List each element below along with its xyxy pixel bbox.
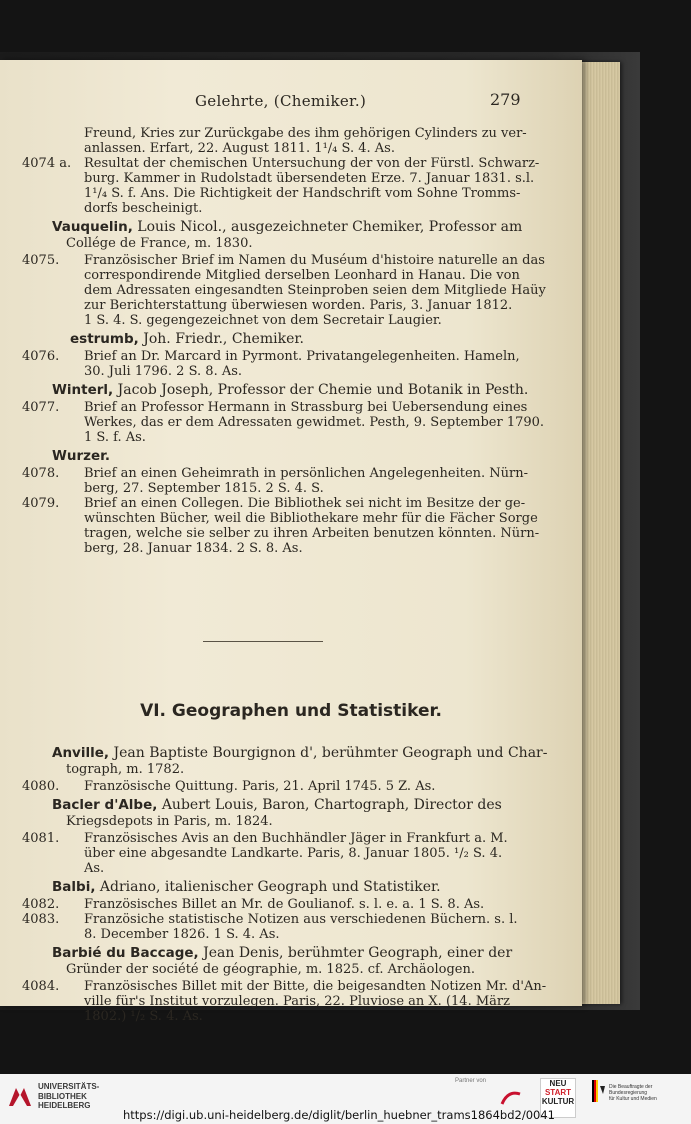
- person-name: Wurzer.: [52, 448, 111, 464]
- line-text: Werkes, das er dem Adressaten gewidmet. Pesth, 9. September 1790.: [84, 415, 545, 430]
- line-text: dorfs bescheinigt.: [84, 201, 203, 216]
- text-line: [84, 927, 280, 942]
- section-title: VI. Geographen und Statistiker.: [140, 701, 442, 721]
- text-line: [84, 141, 395, 156]
- line-text: ville für's Institut vorzulegen. Paris, 22. Pluviose an X. (14. März: [84, 994, 510, 1009]
- line-text: correspondirende Mitglied derselben Leonhard in Hanau. Die von: [84, 268, 520, 283]
- entry-number: 4079.: [22, 496, 60, 511]
- section-divider: [203, 641, 323, 642]
- text-line: [52, 220, 522, 235]
- line-text: 1802.) ¹/₂ S. 4. As.: [84, 1009, 203, 1024]
- text-line: [84, 268, 520, 283]
- entry-number: 4083.: [22, 912, 60, 927]
- line-text: Französischer Brief im Namen du Muséum d'histoire naturelle an das: [84, 253, 545, 268]
- line-text: Adriano, italienischer Geograph und Statistiker.: [95, 879, 441, 895]
- federal-government-line: für Kultur und Medien: [609, 1096, 657, 1102]
- text-line: [84, 861, 104, 876]
- line-text: über eine abgesandte Landkarte. Paris, 8. Januar 1805. ¹/₂ S. 4.: [84, 846, 503, 861]
- person-name: estrumb,: [70, 331, 139, 347]
- line-text: Collége de France, m. 1830.: [66, 236, 253, 251]
- text-line: [84, 364, 242, 379]
- text-line: [22, 253, 545, 268]
- line-text: 1 S. f. As.: [84, 430, 146, 445]
- text-line: [22, 779, 436, 794]
- text-line: [52, 449, 110, 464]
- partner-label: Partner von: [455, 1078, 487, 1084]
- text-line: [84, 126, 527, 141]
- entry-number: 4074 a.: [22, 156, 72, 171]
- line-text: Aubert Louis, Baron, Chartograph, Director des: [157, 797, 502, 813]
- text-line: [22, 979, 547, 994]
- line-text: Französisches Billet mit der Bitte, die beigesandten Notizen Mr. d'An-: [84, 979, 547, 994]
- entry-number: 4077.: [22, 400, 60, 415]
- text-line: [52, 798, 502, 813]
- text-line: [84, 313, 442, 328]
- line-text: Französische Quittung. Paris, 21. April 1745. 5 Z. As.: [84, 779, 436, 794]
- text-line: [66, 236, 252, 251]
- text-line: [84, 541, 303, 556]
- line-text: Brief an einen Geheimrath in persönlichen Angelegenheiten. Nürn-: [84, 466, 529, 481]
- text-line: [84, 846, 502, 861]
- neustart-line: KULTUR: [541, 1097, 575, 1106]
- book-page: [0, 60, 582, 1024]
- federal-government-text: [609, 1084, 686, 1102]
- federal-government-line: Die Beauftragte der Bundesregierung: [609, 1084, 653, 1096]
- line-text: anlassen. Erfart, 22. August 1811. 1¹/₄ S. 4. As.: [84, 141, 395, 156]
- text-line: [22, 831, 508, 846]
- text-line: [22, 466, 529, 481]
- line-text: zur Berichterstattung überwiesen worden. Paris, 3. Januar 1812.: [84, 298, 513, 313]
- person-name: Vauquelin,: [52, 219, 133, 235]
- text-line: [84, 283, 546, 298]
- line-text: Jacob Joseph, Professor der Chemie und Botanik in Pesth.: [113, 382, 529, 398]
- text-line: [84, 186, 520, 201]
- text-line: [52, 383, 528, 398]
- entry-number: 4076.: [22, 349, 60, 364]
- entry-number: 4084.: [22, 979, 60, 994]
- text-line: [22, 400, 528, 415]
- partner-logo-icon: [500, 1088, 522, 1106]
- university-name-line: UNIVERSITÄTS-: [38, 1082, 100, 1091]
- line-text: 1 S. 4. S. gegengezeichnet von dem Secretair Laugier.: [84, 313, 442, 328]
- text-line: [84, 201, 202, 216]
- footer-bar: [0, 1074, 691, 1124]
- neustart-line: NEU: [549, 1079, 567, 1088]
- line-text: wünschten Bücher, weil die Bibliothekare mehr für die Fächer Sorge: [84, 511, 538, 526]
- running-head: Gelehrte, (Chemiker.): [195, 92, 367, 110]
- entry-number: 4078.: [22, 466, 60, 481]
- line-text: 8. December 1826. 1 S. 4. As.: [84, 927, 280, 942]
- text-line: [52, 946, 512, 961]
- line-text: Französisches Billet an Mr. de Goulianof. s. l. e. a. 1 S. 8. As.: [84, 897, 485, 912]
- line-text: Resultat der chemischen Untersuchung der von der Fürstl. Schwarz-: [84, 156, 540, 171]
- line-text: Jean Denis, berühmter Geograph, einer der: [198, 945, 513, 961]
- person-name: Barbié du Baccage,: [52, 945, 199, 961]
- text-line: [22, 496, 526, 511]
- person-name: Winterl,: [52, 382, 114, 398]
- line-text: berg, 27. September 1815. 2 S. 4. S.: [84, 481, 324, 496]
- text-line: [84, 481, 324, 496]
- text-line: [22, 897, 485, 912]
- line-text: burg. Kammer in Rudolstadt übersendeten Erze. 7. Januar 1831. s.l.: [84, 171, 535, 186]
- federal-government-logo: [592, 1080, 686, 1114]
- person-name: Anville,: [52, 745, 110, 761]
- person-name: Balbi,: [52, 879, 96, 895]
- text-line: [22, 349, 520, 364]
- line-text: tograph, m. 1782.: [66, 762, 185, 777]
- text-line: [22, 156, 540, 171]
- line-text: Französisches Avis an den Buchhändler Jäger in Frankfurt a. M.: [84, 831, 508, 846]
- text-line: [84, 994, 510, 1009]
- university-logo-icon[interactable]: [6, 1082, 34, 1110]
- line-text: 1¹/₄ S. f. Ans. Die Richtigkeit der Handschrift vom Sohne Tromms-: [84, 186, 521, 201]
- text-line: [84, 298, 512, 313]
- text-line: [70, 332, 304, 347]
- text-line: [66, 962, 475, 977]
- text-line: [66, 814, 273, 829]
- entry-number: 4081.: [22, 831, 60, 846]
- neustart-line: START: [544, 1088, 572, 1097]
- line-text: Brief an einen Collegen. Die Bibliothek sei nicht im Besitze der ge-: [84, 496, 526, 511]
- line-text: As.: [84, 861, 105, 876]
- federal-eagle-icon: [592, 1080, 606, 1102]
- entry-number: 4075.: [22, 253, 60, 268]
- line-text: 30. Juli 1796. 2 S. 8. As.: [84, 364, 243, 379]
- text-line: [84, 415, 544, 430]
- line-text: Louis Nicol., ausgezeichneter Chemiker, Professor am: [132, 219, 523, 235]
- text-line: [84, 430, 146, 445]
- entry-number: 4082.: [22, 897, 60, 912]
- text-line: [22, 912, 518, 927]
- line-text: Jean Baptiste Bourgignon d', berühmter Geograph und Char-: [109, 745, 548, 761]
- text-line: [52, 880, 441, 895]
- university-name: [38, 1082, 99, 1111]
- person-name: Bacler d'Albe,: [52, 797, 158, 813]
- line-text: Joh. Friedr., Chemiker.: [138, 331, 304, 347]
- line-text: Französiche statistische Notizen aus verschiedenen Büchern. s. l.: [84, 912, 518, 927]
- page-number: 279: [490, 90, 521, 109]
- text-line: [84, 511, 538, 526]
- university-name-line: HEIDELBERG: [38, 1101, 91, 1110]
- line-text: Freund, Kries zur Zurückgabe des ihm gehörigen Cylinders zu ver-: [84, 126, 527, 141]
- line-text: Gründer der société de géographie, m. 1825. cf. Archäologen.: [66, 962, 476, 977]
- line-text: Brief an Dr. Marcard in Pyrmont. Privatangelegenheiten. Hameln,: [84, 349, 520, 364]
- text-line: [52, 746, 547, 761]
- text-line: [84, 171, 534, 186]
- text-line: [84, 526, 539, 541]
- line-text: Brief an Professor Hermann in Strassburg bei Uebersendung eines: [84, 400, 528, 415]
- line-text: tragen, welche sie selber zu ihren Arbeiten benutzen könnten. Nürn-: [84, 526, 540, 541]
- line-text: berg, 28. Januar 1834. 2 S. 8. As.: [84, 541, 303, 556]
- line-text: Kriegsdepots in Paris, m. 1824.: [66, 814, 273, 829]
- permalink-url[interactable]: https://digi.ub.uni-heidelberg.de/diglit/berlin_huebner_trams1864bd2/0041: [123, 1108, 555, 1122]
- text-line: [84, 1009, 203, 1024]
- text-line: [66, 762, 184, 777]
- university-name-line: BIBLIOTHEK: [38, 1091, 87, 1101]
- line-text: dem Adressaten eingesandten Steinproben seien dem Mitgliede Haüy: [84, 283, 546, 298]
- entry-number: 4080.: [22, 779, 60, 794]
